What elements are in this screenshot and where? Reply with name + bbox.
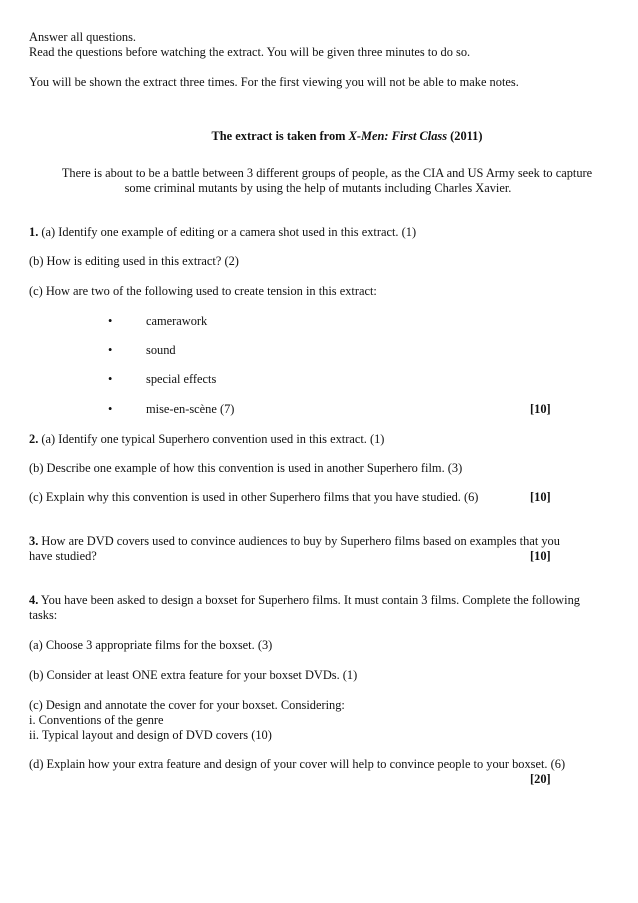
instruction-read-questions: Read the questions before watching the extract. You will be given three minutes to do so. (29, 45, 471, 59)
q3-line1-text: How are DVD covers used to convince audiences to buy by Superhero films based on examples that you (38, 534, 560, 548)
q4-part-d: (d) Explain how your extra feature and design of your cover will help to convince people to your boxset. (6) (29, 757, 566, 771)
extract-title-suffix: (2011) (447, 129, 483, 143)
q3-line1 (29, 533, 560, 549)
q3-marks: [10] (530, 549, 551, 563)
q2-marks: [10] (530, 490, 551, 504)
extract-description-line2: some criminal mutants by using the help of mutants including Charles Xavier. (124, 181, 512, 195)
q1-number: 1. (29, 225, 39, 239)
q4-part-c-ii: ii. Typical layout and design of DVD covers (10) (29, 728, 272, 742)
q4-part-b: (b) Consider at least ONE extra feature for your boxset DVDs. (1) (29, 668, 358, 682)
q1-marks: [10] (530, 402, 551, 416)
extract-title-prefix: The extract is taken from (211, 129, 349, 143)
q2-part-a (29, 431, 384, 447)
bullet-marker: • (108, 402, 113, 416)
bullet-mise-en-scene: mise-en-scène (7) (146, 402, 235, 416)
q2-number: 2. (29, 432, 39, 446)
instruction-viewings: You will be shown the extract three times. For the first viewing you will not be able to make notes. (29, 75, 519, 89)
q3-line2: have studied? (29, 549, 97, 563)
q2-part-c: (c) Explain why this convention is used in other Superhero films that you have studied. (6) (29, 490, 479, 504)
q2-part-b: (b) Describe one example of how this convention is used in another Superhero film. (3) (29, 461, 463, 475)
film-title: X-Men: First Class (348, 129, 448, 143)
q1-part-a (29, 224, 416, 240)
q1-part-c: (c) How are two of the following used to create tension in this extract: (29, 284, 377, 298)
bullet-marker: • (108, 343, 113, 357)
q4-number: 4. (29, 593, 39, 607)
extract-title (28, 128, 638, 144)
q1-part-a-text: (a) Identify one example of editing or a camera shot used in this extract. (1) (38, 225, 417, 239)
q4-part-c-i: i. Conventions of the genre (29, 713, 164, 727)
q2-part-a-text: (a) Identify one typical Superhero convention used in this extract. (1) (38, 432, 385, 446)
q4-line1 (29, 592, 580, 608)
q4-part-c: (c) Design and annotate the cover for your boxset. Considering: (29, 698, 345, 712)
bullet-marker: • (108, 314, 113, 328)
q4-line1-text: You have been asked to design a boxset for Superhero films. It must contain 3 films. Complete the following (38, 593, 580, 607)
extract-description-line1: There is about to be a battle between 3 different groups of people, as the CIA and US Army seek to capture (61, 166, 593, 180)
q1-part-b: (b) How is editing used in this extract? (2) (29, 254, 239, 268)
q4-part-a: (a) Choose 3 appropriate films for the boxset. (3) (29, 638, 273, 652)
bullet-sound: sound (146, 343, 176, 357)
q3-number: 3. (29, 534, 39, 548)
bullet-camerawork: camerawork (146, 314, 208, 328)
q4-line2: tasks: (29, 608, 58, 622)
bullet-marker: • (108, 372, 113, 386)
instruction-answer-all: Answer all questions. (29, 30, 137, 44)
bullet-special-effects: special effects (146, 372, 217, 386)
q4-marks: [20] (530, 772, 551, 786)
